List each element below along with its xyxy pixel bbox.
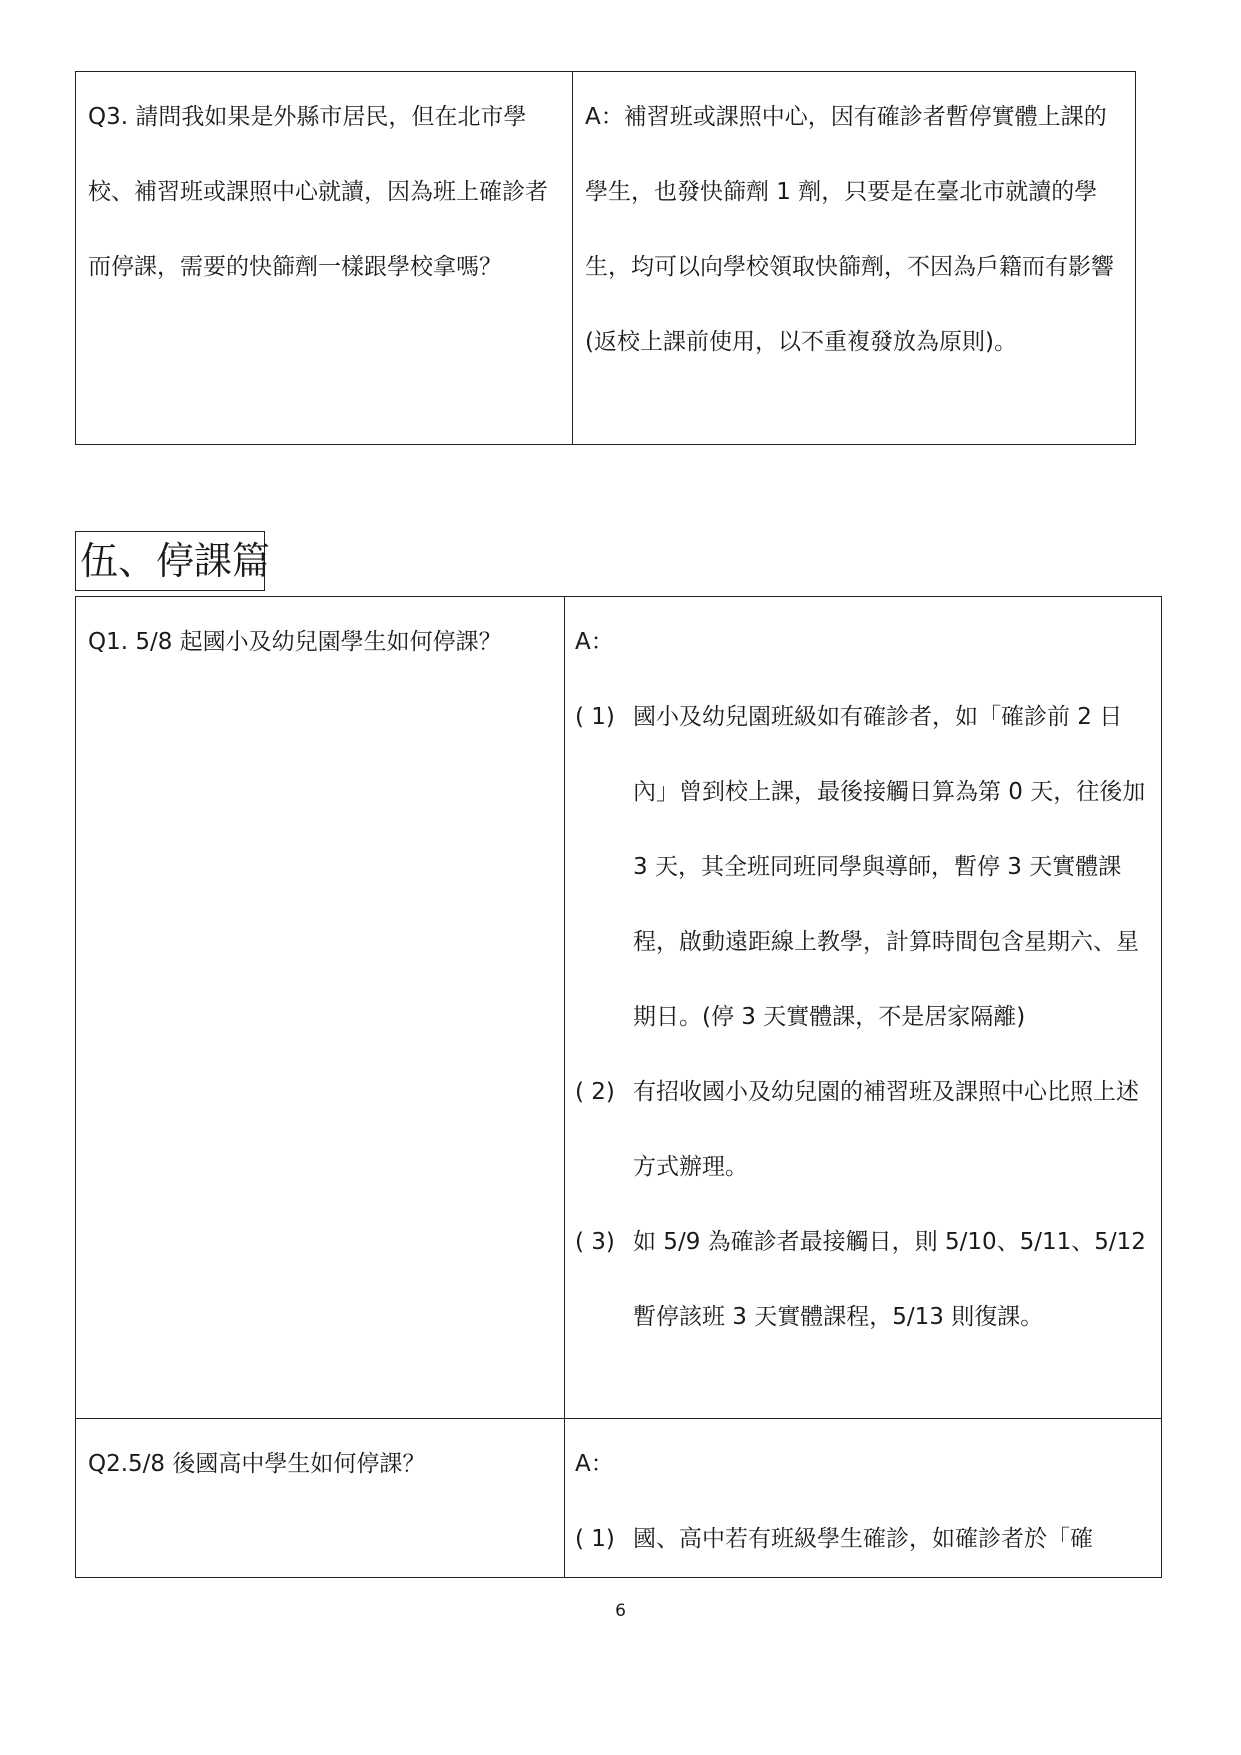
answer-cell [573, 72, 1136, 445]
item-number: ( 1) [575, 704, 615, 730]
answer-head: A： [575, 1451, 614, 1477]
table-row [76, 1419, 1162, 1578]
question-cell [76, 1419, 565, 1578]
list-item [565, 1055, 1161, 1205]
question-text: Q3. 請問我如果是外縣市居民，但在北市學校、補習班或課照中心就讀，因為班上確診者而停課，需要的快篩劑一樣跟學校拿嗎？ [88, 104, 548, 280]
question-cell [76, 597, 565, 1419]
section-title: 伍、停課篇 [75, 531, 265, 591]
item-text: 如 5/9 為確診者最接觸日，則 5/10、5/11、5/12 暫停該班 3 天實體課程，5/13 則復課。 [633, 1229, 1146, 1330]
table-row [76, 72, 1136, 445]
question-text: Q1. 5/8 起國小及幼兒園學生如何停課？ [88, 629, 502, 655]
list-item [565, 680, 1161, 1055]
item-text: 國、高中若有班級學生確診，如確診者於「確 [633, 1526, 1093, 1552]
item-text: 國小及幼兒園班級如有確診者，如「確診前 2 日內」曾到校上課，最後接觸日算為第 0 天，往後加 3 天，其全班同班同學與導師，暫停 3 天實體課程，啟動遠距線上教學，計算時間包含星期六、星期日。(停 3 天實體課，不是居家隔離) [633, 704, 1146, 1030]
list-item [565, 1502, 1161, 1577]
answer-head: A： [575, 629, 614, 655]
question-cell [76, 72, 573, 445]
item-text: 有招收國小及幼兒園的補習班及課照中心比照上述方式辦理。 [633, 1079, 1139, 1180]
question-text: Q2.5/8 後國高中學生如何停課？ [88, 1451, 426, 1477]
page-number: 6 [615, 1601, 626, 1621]
qa-table-suspension [75, 596, 1162, 1578]
answer-cell [565, 1419, 1162, 1578]
table-row [76, 597, 1162, 1419]
answer-cell [565, 597, 1162, 1419]
answer-text: A：補習班或課照中心，因有確診者暫停實體上課的學生，也發快篩劑 1 劑，只要是在臺北市就讀的學生，均可以向學校領取快篩劑，不因為戶籍而有影響(返校上課前使用，以不重複發放為原則)。 [585, 104, 1114, 355]
item-number: ( 3) [575, 1229, 615, 1255]
list-item [565, 1205, 1161, 1355]
item-number: ( 1) [575, 1526, 615, 1552]
qa-table-q3 [75, 71, 1136, 445]
item-number: ( 2) [575, 1079, 615, 1105]
